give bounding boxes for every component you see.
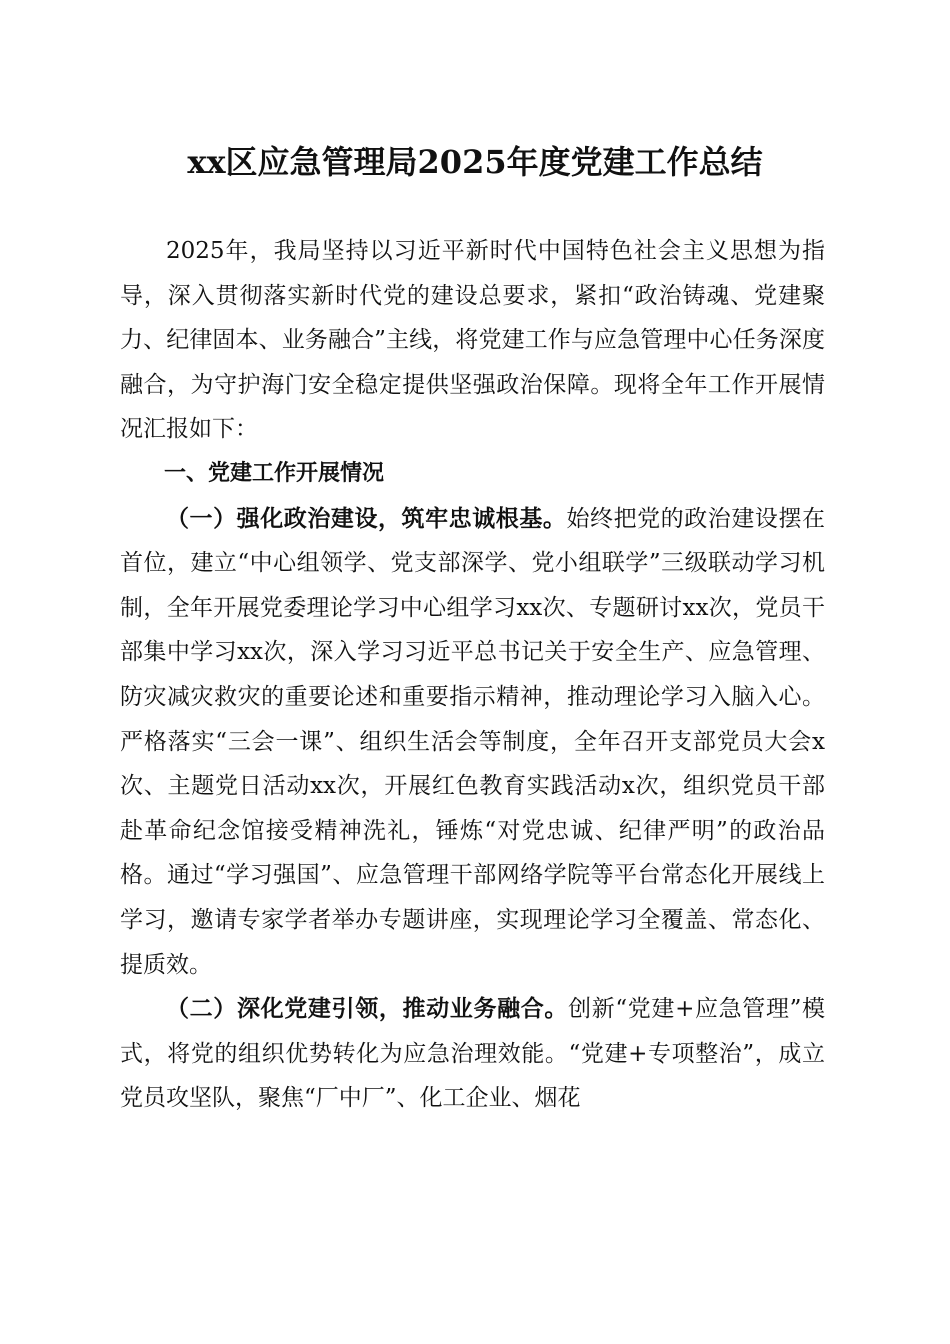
subsection-text-1: 始终把党的政治建设摆在首位，建立“中心组领学、党支部深学、党小组联学”三级联动学习机制，全年开展党委理论学习中心组学习xx次、专题研讨xx次，党员干部集中学习xx次，深入学习习近平总书记关于安全生产、应急管理、防灾减灾救灾的重要论述和重要指示精神，推动理论学习入脑入心。严格落实“三会一课”、组织生活会等制度，全年召开支部党员大会x次、主题党日活动xx次，开展红色教育实践活动x次，组织党员干部赴革命纪念馆接受精神洗礼，锤炼“对党忠诚、纪律严明”的政治品格。通过“学习强国”、应急管理干部网络学院等平台常态化开展线上学习，邀请专家学者举办专题讲座，实现理论学习全覆盖、常态化、提质效。 [120,505,826,978]
document-body [120,229,825,1121]
subsection-paragraph-1 [120,497,825,988]
document-title: xx区应急管理局2025年度党建工作总结 [187,143,763,181]
subsection-lead-2: （二）深化党建引领，推动业务融合。 [166,995,569,1023]
subsection-text-2: 创新“党建+应急管理”模式，将党的组织优势转化为应急治理效能。“党建+专项整治”，成立党员攻坚队，聚焦“厂中厂”、化工企业、烟花 [120,996,826,1112]
subsection-paragraph-2 [120,987,825,1121]
section-heading: 一、党建工作开展情况 [164,460,385,486]
intro-paragraph: 2025年，我局坚持以习近平新时代中国特色社会主义思想为指导，深入贯彻落实新时代党的建设总要求，紧扣“政治铸魂、党建聚力、纪律固本、业务融合”主线，将党建工作与应急管理中心任务深度融合，为守护海门安全稳定提供坚强政治保障。现将全年工作开展情况汇报如下： [120,238,825,443]
subsection-lead-1: （一）强化政治建设，筑牢忠诚根基。 [166,504,567,532]
